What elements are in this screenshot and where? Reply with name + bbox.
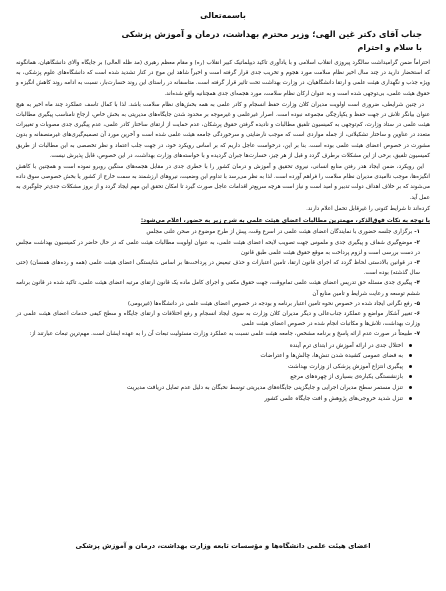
demand-item [16, 309, 420, 329]
demand-number: ۷- [414, 331, 420, 338]
greeting: با سلام و احترام [357, 43, 422, 52]
consequence-text: تنزل مستمر سطح مدیران اجرایی و جایگزینی جایگاه‌های مدیریتی توسط نخبگان به دلیل عدم تمایل دریافت مدیریت [126, 385, 403, 392]
third-paragraph: این رویکرد، ضمن ایجاد هدر رفتن منابع انسانی، نیروی تحقیق و آموزش و درمان کشور را با خطری جدی در مقابل هجمه‌های سنگین روبرو نموده است و همچنین با کاهش انگیزه‌ها، موجب ناامیدی مدیران نظام سلامت را فراهم آورده است. لذا به نظر می‌رسد با تداوم این وضعیت، نیروهای ارزشمند به سمت خارج از کشور یا بخش خصوصی سوق داده می‌شوند که بر خلاف اهداف دولت تدبیر و امید است و نیاز است هرچه سریع‌تر اقدامات عاجل صورت گیرد تا امکان تحقق این مهم ایجاد گردد و از بروز مشکلات جدی‌تر جلوگیری به عمل آید. [16, 164, 430, 201]
intro-paragraph: احتراماً ضمن گرامیداشت سالگرد پیروزی انقلاب اسلامی و با یادآوری تاکید دیپلماتیک کبیر انقلاب (ره) و مقام معظم رهبری (مد ظله العالی) بر جایگاه والای دانشگاهیان، همانگونه که استحضار دارید در چند سال اخیر نظام سلامت مورد هجوم و تخریب جدی قرار گرفته است و اخیراً شاهد این موج در کنار تشدید شده است که دانشگاه‌های علوم پزشکی، به ویژه جذب و نگهداری هیئت علمی و ارتقا دانشگاهیان، در وزارت بهداشت تحت تاثیر قرار گرفته است. متاسفانه در راستای این روند خسارت‌بار، نسبت به ادامه روند کاهش انگیزه و حقوق هیئت علمی، بی‌توجهی شده است و به عنوان ارکان نظام سلامت، مورد هجمه‌ای جدی همچنانیه واقع شده‌اند. [16, 60, 430, 97]
consequences-list [16, 341, 430, 405]
bullet-icon [409, 375, 412, 378]
consequence-item [16, 341, 412, 352]
consequence-text: پیگیری انتزاع آموزش پزشکی از وزارت بهداشت [288, 363, 403, 370]
demands-list [16, 227, 430, 339]
consequence-item [16, 362, 412, 373]
demand-number: ۶- [414, 311, 420, 318]
bullet-icon [409, 386, 412, 389]
demand-item [16, 299, 420, 309]
consequence-item [16, 351, 412, 362]
bullet-icon [409, 365, 412, 368]
demand-item [16, 258, 420, 278]
second-paragraph: در چنین شرایطی، ضروری است اولویت مدیران کلان وزارت حفظ انسجام و کادر علمی به همه بخش‌های نظام سلامت باشد. لذا با کمال تاسف عملکرد چند ماه اخیر به هیچ عنوان بیانگر تلاش در جهت حفظ و یکپارچگی مجموعه نبوده است. اصرار غیرعلمی و غیرموجه بر محدود شدن جایگاه‌های مدیریتی به بخش خاص، ارجاع نامناسب پیگیری مطالبات هیئت علمی در ستاد وزارت، کم‌توجهی به کمیسیون تلفیق مطالبات و نادیده گرفتن حقوق پرشکان، عدم حمایت از ارتقای ساختار کادر علمی، عدم پیگیری جدی مصوبات و تغییرات متعدد در عناوین و ساختار تشکیلاتی، از جمله مواردی است که موجب نارضایتی و سرخوردگی جامعه هیئت علمی شده است و آخرین مورد آن تصمیم‌گیری‌های غیرمنصفانه و بدون مشورت در خصوص اعضای هیئت علمی بوده است. بنا بر این، درخواست عاجل داریم که بر اساس رویکرد خود، در جهت جلب اعتماد و نظر تخصصی به این مطالبات از طریق کمیسیون تلفیق، برخی از این مشکلات برطرف گردد و قبل از هر چیز، خسارت‌ها جبران گردیده و با خواسته‌های وزارت بهداشت، در این خصوص، قابل پذیرش نیست. [16, 101, 430, 159]
invocation: باسمه‌تعالی [200, 11, 246, 20]
signature: اعضای هیئت علمی دانشگاه‌ها و مؤسسات تابعه وزارت بهداشت، درمان و آموزش پزشکی [75, 542, 371, 550]
consequence-item [16, 383, 412, 394]
fourth-paragraph: کرده‌اند تا شرایط کنونی را غیرقابل تحمل اعلام دارند. [306, 205, 430, 212]
demand-number: ۲- [414, 239, 420, 246]
demand-text: برگزاری جلسه حضوری با نمایندگان اعضای هیئت علمی در اسرع وقت، پیش از طرح موضوع در صحن علنی مجلس [146, 229, 413, 236]
demands-heading-text: با توجه به نکات فوق‌الذکر، مهمترین مطالبات اعضای هیئت علمی به شرح زیر به حضور، اعلام می‌شود: [140, 218, 430, 225]
demand-text: پیگیری جدی مسئله حق تدریس اعضای هیئت علمی تمام‌وقت، جهت حقوق مکفی و اجرای کامل ماده یک قانون ارتقای مرتبه اعضای هیئت علمی، تاکید شده در قانون برنامه ششم توسعه و رعایت شرایط و تامین منابع آن [16, 280, 420, 297]
demands-heading [16, 216, 430, 226]
demand-text: در قوانین بالادستی لحاظ گردد که اجرای قانون ارتقا، تامین اعتبارات و حذف تبعیض در پرداخت‌ها بر اساس شایستگی اعضای هیئت علمی (همه و رده‌های همسان) (حتی سال گذشته) بوده است. [16, 260, 420, 277]
bullet-icon [409, 344, 412, 347]
bullet-icon [409, 354, 412, 357]
demand-number: ۴- [414, 280, 420, 287]
demand-item [16, 278, 420, 298]
demand-text: موضع‌گیری شفاف و پیگیری جدی و ملموس جهت تصویب لایحه اعضای هیئت علمی، به عنوان اولویت مطالبات هیئت علمی که در حال حاضر در کمیسیون بهداشت مجلس در دست بررسی است و لزوم پرداخت به موقع حقوق هیئت علمی طبق قانون [16, 239, 420, 256]
demand-text: تغییر آشکار مواضع و عملکرد جناب‌عالی و دیگر مدیران کلان وزارت به سوی ایجاد انسجام و رفع اختلافات و ارتقای جایگاه و سطح کیفی خدمات اعضای هیئت علمی در وزارت بهداشت، تلاش‌ها و مکاتبات انجام شده در خصوص اعضای هیئت علمی [16, 311, 420, 328]
demand-item [16, 238, 420, 258]
consequence-text: بازنشستگی یکباره‌ی بسیاری از چهره‌های مرجع [290, 374, 403, 381]
consequence-text: اختلال جدی در ارائه آموزش در ابتدای ترم آینده [289, 342, 403, 349]
addressee: جناب آقای دکتر غین الهی؛ وزیر محترم بهداشت، درمان و آموزش پزشکی [121, 29, 422, 39]
consequence-item [16, 394, 412, 405]
demand-text: رفع نگرانی ایجاد شده در خصوص نحوه تامین اعتبار برنامه و بودجه در خصوص اعضای هیئت علمی در دانشگاه‌ها (غیربومی) [127, 300, 413, 307]
demand-text: طبیعتاً در صورت عدم ارائه پاسخ و برنامه مشخص، جامعه هیئت علمی نسبت به عملکرد وزارت مسئولیت تبعات آن را به عهده ایشان است. مهم‌ترین تبعات عبارتند از: [29, 331, 413, 338]
demand-item [16, 329, 420, 339]
demand-item [16, 227, 420, 237]
demand-number: ۵- [414, 300, 420, 307]
bullet-icon [409, 397, 412, 400]
consequence-item [16, 372, 412, 383]
consequence-text: به فضای عمومی کشیده شدن تنش‌ها، چالش‌ها و اعتراضات [260, 353, 403, 360]
demand-number: ۱- [414, 229, 420, 236]
demand-number: ۳- [414, 260, 420, 267]
consequence-text: تنزل شدید خروجی‌های پژوهش و افت جایگاه علمی کشور [264, 395, 403, 402]
